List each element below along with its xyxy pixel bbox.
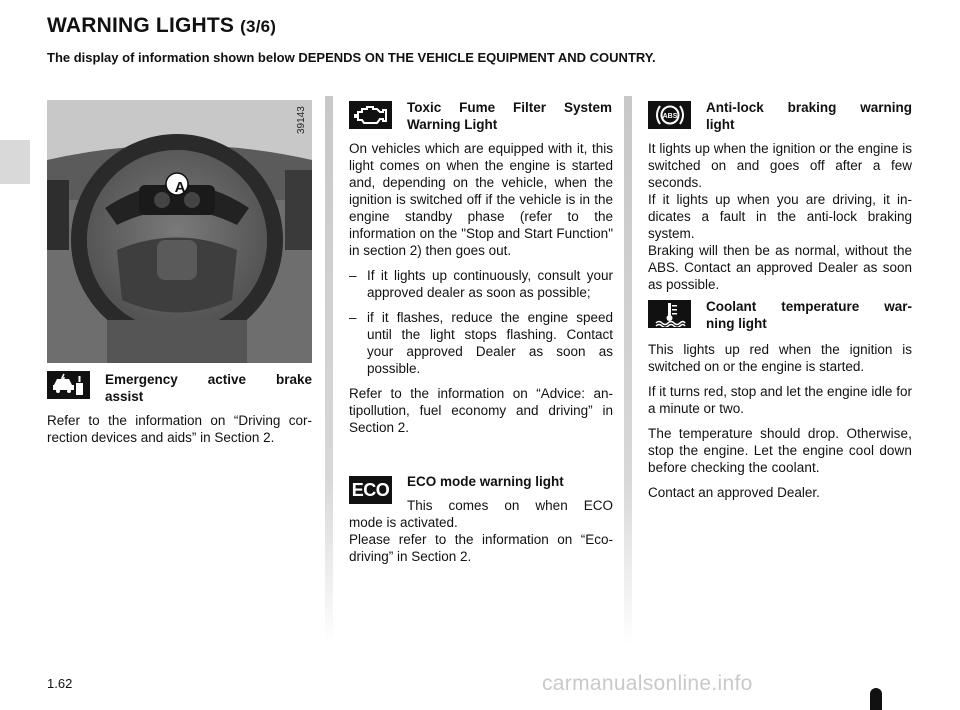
- emergency-brake-paragraph: Refer to the information on “Driving cor-rection devices and aids” in Section 2.: [47, 413, 312, 445]
- emergency-brake-heading: [105, 371, 312, 405]
- eco-mode-icon: [349, 476, 392, 504]
- abs-paragraph-3: Braking will then be as normal, without the ABS. Contact an approved Dealer as soon as possible.: [648, 243, 912, 292]
- coolant-paragraph-3: The temperature should drop. Otherwise, stop the engine. Let the engine cool down before checking the coolant.: [648, 426, 912, 475]
- toxic-fume-text: [349, 140, 613, 444]
- abs-paragraph-1: It lights up when the ignition or the engine is switched on and goes off after a few seconds.: [648, 141, 912, 190]
- watermark: carmanualsonline.info: [542, 672, 753, 695]
- abs-icon-label: ABS: [662, 113, 677, 120]
- emergency-brake-heading-line2: assist: [105, 389, 144, 404]
- abs-heading-line1: Anti-lock braking warning: [706, 100, 912, 115]
- abs-heading-line2: light: [706, 117, 735, 132]
- eco-line-1: [407, 497, 613, 514]
- page-title-text: WARNING LIGHTS: [47, 14, 235, 37]
- page-number: 1.62: [47, 676, 73, 691]
- coolant-paragraph-1: This lights up red when the ignition is switched on or the engine is started.: [648, 342, 912, 374]
- abs-icon: [648, 101, 691, 129]
- page-title: [47, 14, 276, 38]
- abs-paragraph-2: If it lights up when you are driving, it in-dicates a fault in the anti-lock braking system.: [648, 192, 912, 241]
- column-divider-2: [624, 96, 632, 646]
- figure-label-a: A: [174, 178, 186, 196]
- dashboard-illustration: [47, 100, 312, 363]
- abs-text: [648, 140, 912, 301]
- section-tab: [0, 140, 30, 184]
- toxic-fume-paragraph-2: Refer to the information on “Advice: an-tipollution, fuel economy and driving” in Section 2.: [349, 386, 613, 435]
- toxic-fume-bullet-1-text: If it lights up continuously, consult your approved dealer as soon as possible;: [367, 268, 613, 300]
- engine-icon: [349, 101, 392, 129]
- eco-line-3: Please refer to the information on “Eco-driving” in Section 2.: [349, 532, 613, 564]
- abs-heading: [706, 99, 912, 133]
- coolant-temperature-icon: [648, 300, 691, 328]
- coolant-paragraph-4: Contact an approved Dealer.: [648, 485, 820, 500]
- emergency-brake-assist-icon: [47, 371, 90, 399]
- toxic-fume-bullet-2: – if it flashes, reduce the engine speed until the light stops flashing. Contact your approved Dealer as soon as possible.: [349, 310, 613, 376]
- toxic-fume-heading: [407, 99, 612, 133]
- coolant-heading: [706, 298, 912, 332]
- page-title-part: (3/6): [240, 17, 277, 36]
- coolant-heading-line2: ning light: [706, 316, 767, 331]
- toxic-fume-heading-line2: Warning Light: [407, 117, 498, 132]
- emergency-brake-heading-line1: Emergency active brake: [105, 372, 312, 387]
- toxic-fume-paragraph-1: On vehicles which are equipped with it, this light comes on when the engine is started and, depending on the vehicle, when the ignition is switched off if the vehicle is in the engine standby phase (refer to the information on the "Stop and Start Function" in section 2) then goes out.: [349, 141, 613, 258]
- column-divider-1: [325, 96, 333, 646]
- eco-icon-label: ECO: [351, 479, 390, 500]
- page-corner-mark: [870, 688, 882, 710]
- coolant-text: [648, 341, 912, 509]
- eco-heading: ECO mode warning light: [407, 474, 564, 489]
- eco-text: [349, 514, 613, 565]
- figure-code: 39143: [296, 106, 307, 134]
- toxic-fume-bullet-1: – If it lights up continuously, consult your approved dealer as soon as possible;: [349, 268, 613, 300]
- eco-line-1-text: This comes on when ECO: [407, 498, 613, 513]
- dashboard-photo: [47, 100, 312, 363]
- toxic-fume-heading-line1: Toxic Fume Filter System: [407, 100, 612, 115]
- toxic-fume-bullet-2-text: if it flashes, reduce the engine speed until the light stops flashing. Contact your approved Dealer as soon as possible.: [367, 310, 613, 376]
- coolant-heading-line1: Coolant temperature war-: [706, 299, 912, 314]
- emergency-brake-text: [47, 412, 312, 454]
- eco-line-2: mode is activated.: [349, 515, 458, 530]
- coolant-paragraph-2: If it turns red, stop and let the engine idle for a minute or two.: [648, 384, 912, 416]
- page-subtitle: The display of information shown below DEPENDS ON THE VEHICLE EQUIPMENT AND COUNTRY.: [47, 50, 656, 65]
